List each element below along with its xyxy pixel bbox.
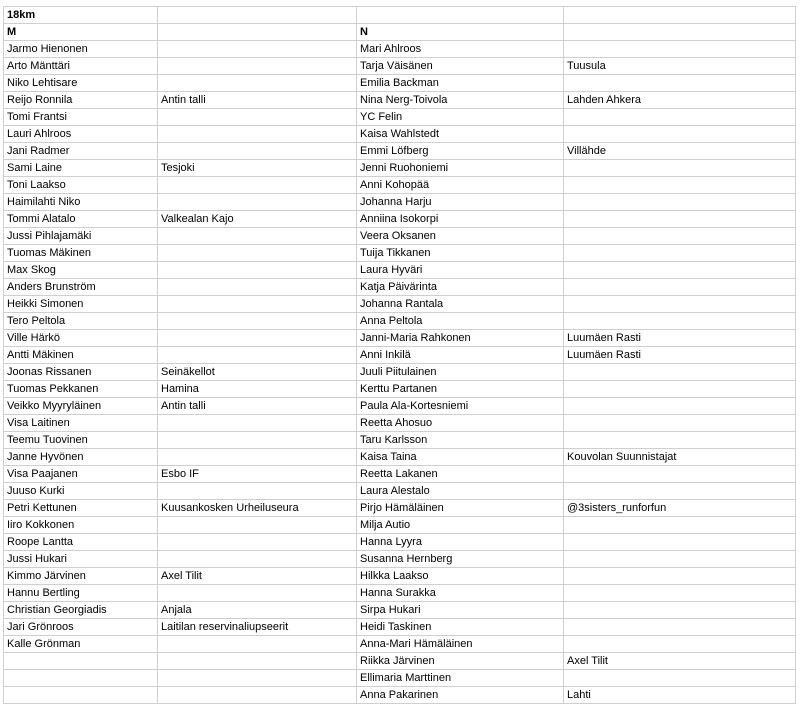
women-club-cell[interactable]: [564, 279, 796, 296]
men-name-cell[interactable]: Tuomas Pekkanen: [4, 381, 158, 398]
men-name-cell[interactable]: Heikki Simonen: [4, 296, 158, 313]
men-club-cell[interactable]: [158, 330, 357, 347]
women-club-cell[interactable]: [564, 211, 796, 228]
table-row: [4, 670, 796, 687]
table-row: [4, 347, 796, 364]
table-row: [4, 534, 796, 551]
men-name-cell[interactable]: [4, 670, 158, 687]
men-name-cell[interactable]: Tuomas Mäkinen: [4, 245, 158, 262]
women-name-cell[interactable]: Milja Autio: [357, 517, 564, 534]
women-name-cell[interactable]: Riikka Järvinen: [357, 653, 564, 670]
men-name-cell[interactable]: Visa Laitinen: [4, 415, 158, 432]
women-name-cell[interactable]: Nina Nerg-Toivola: [357, 92, 564, 109]
men-club-cell[interactable]: Laitilan reservinaliupseerit: [158, 619, 357, 636]
men-club-cell[interactable]: [158, 177, 357, 194]
women-club-cell[interactable]: Kouvolan Suunnistajat: [564, 449, 796, 466]
table-row: [4, 194, 796, 211]
women-name-cell[interactable]: Tuija Tikkanen: [357, 245, 564, 262]
women-club-cell[interactable]: [564, 585, 796, 602]
women-club-cell[interactable]: [564, 194, 796, 211]
table-row: [4, 228, 796, 245]
empty-cell[interactable]: [158, 7, 357, 24]
men-name-cell[interactable]: Jussi Hukari: [4, 551, 158, 568]
women-club-cell[interactable]: [564, 245, 796, 262]
women-name-cell[interactable]: Anna-Mari Hämäläinen: [357, 636, 564, 653]
men-name-cell[interactable]: Anders Brunström: [4, 279, 158, 296]
table-row: [4, 449, 796, 466]
women-club-cell[interactable]: [564, 534, 796, 551]
men-club-cell[interactable]: Axel Tilit: [158, 568, 357, 585]
men-name-cell[interactable]: Sami Laine: [4, 160, 158, 177]
men-club-cell[interactable]: [158, 58, 357, 75]
women-name-cell[interactable]: Paula Ala-Kortesniemi: [357, 398, 564, 415]
men-club-cell[interactable]: [158, 279, 357, 296]
table-row: [4, 687, 796, 704]
men-club-cell[interactable]: [158, 313, 357, 330]
table-row: [4, 568, 796, 585]
women-club-cell[interactable]: [564, 432, 796, 449]
women-club-cell[interactable]: [564, 126, 796, 143]
women-name-cell[interactable]: Kerttu Partanen: [357, 381, 564, 398]
women-name-cell[interactable]: Heidi Taskinen: [357, 619, 564, 636]
women-club-cell[interactable]: [564, 109, 796, 126]
men-header-cell[interactable]: M: [4, 24, 158, 41]
women-club-cell[interactable]: [564, 517, 796, 534]
men-name-cell[interactable]: Joonas Rissanen: [4, 364, 158, 381]
women-club-cell[interactable]: Tuusula: [564, 58, 796, 75]
men-name-cell[interactable]: Juuso Kurki: [4, 483, 158, 500]
table-row: [4, 398, 796, 415]
women-name-cell[interactable]: Jenni Ruohoniemi: [357, 160, 564, 177]
men-name-cell[interactable]: Kimmo Järvinen: [4, 568, 158, 585]
women-name-cell[interactable]: Veera Oksanen: [357, 228, 564, 245]
women-club-cell[interactable]: Axel Tilit: [564, 653, 796, 670]
men-club-cell[interactable]: [158, 687, 357, 704]
men-club-cell[interactable]: [158, 75, 357, 92]
women-name-cell[interactable]: Mari Ahlroos: [357, 41, 564, 58]
women-club-cell[interactable]: [564, 619, 796, 636]
men-club-cell[interactable]: [158, 194, 357, 211]
table-row: [4, 143, 796, 160]
men-club-cell[interactable]: [158, 534, 357, 551]
women-club-cell[interactable]: [564, 41, 796, 58]
table-row: [4, 500, 796, 517]
table-row: [4, 415, 796, 432]
women-name-cell[interactable]: Anniina Isokorpi: [357, 211, 564, 228]
men-name-cell[interactable]: Iiro Kokkonen: [4, 517, 158, 534]
men-name-cell[interactable]: Teemu Tuovinen: [4, 432, 158, 449]
men-club-cell[interactable]: Kuusankosken Urheiluseura: [158, 500, 357, 517]
women-name-cell[interactable]: Laura Alestalo: [357, 483, 564, 500]
men-club-cell[interactable]: [158, 245, 357, 262]
women-club-cell[interactable]: [564, 296, 796, 313]
women-name-cell[interactable]: YC Felin: [357, 109, 564, 126]
men-club-cell[interactable]: Tesjoki: [158, 160, 357, 177]
men-name-cell[interactable]: Tommi Alatalo: [4, 211, 158, 228]
women-name-cell[interactable]: Katja Päivärinta: [357, 279, 564, 296]
men-name-cell[interactable]: Veikko Myyryläinen: [4, 398, 158, 415]
women-name-cell[interactable]: Kaisa Wahlstedt: [357, 126, 564, 143]
men-club-cell[interactable]: [158, 228, 357, 245]
women-header-cell[interactable]: N: [357, 24, 564, 41]
men-club-cell[interactable]: [158, 636, 357, 653]
men-club-cell[interactable]: [158, 126, 357, 143]
women-club-cell[interactable]: [564, 262, 796, 279]
men-name-cell[interactable]: [4, 653, 158, 670]
women-club-cell[interactable]: [564, 313, 796, 330]
women-club-cell[interactable]: [564, 568, 796, 585]
table-row: [4, 245, 796, 262]
table-row: [4, 483, 796, 500]
women-club-cell[interactable]: [564, 602, 796, 619]
men-name-cell[interactable]: Antti Mäkinen: [4, 347, 158, 364]
table-row: [4, 92, 796, 109]
men-name-cell[interactable]: Hannu Bertling: [4, 585, 158, 602]
men-club-cell[interactable]: [158, 143, 357, 160]
men-name-cell[interactable]: Tomi Frantsi: [4, 109, 158, 126]
men-name-cell[interactable]: Max Skog: [4, 262, 158, 279]
men-name-cell[interactable]: Christian Georgiadis: [4, 602, 158, 619]
women-club-cell[interactable]: [564, 551, 796, 568]
table-row: [4, 262, 796, 279]
table-row: [4, 619, 796, 636]
empty-cell[interactable]: [564, 24, 796, 41]
women-name-cell[interactable]: Laura Hyväri: [357, 262, 564, 279]
table-row: [4, 517, 796, 534]
men-name-cell[interactable]: Visa Paajanen: [4, 466, 158, 483]
men-club-cell[interactable]: Antin talli: [158, 398, 357, 415]
women-club-cell[interactable]: Villähde: [564, 143, 796, 160]
table-row: [4, 75, 796, 92]
women-name-cell[interactable]: Hanna Surakka: [357, 585, 564, 602]
women-club-cell[interactable]: [564, 75, 796, 92]
men-name-cell[interactable]: Jussi Pihlajamäki: [4, 228, 158, 245]
women-club-cell[interactable]: [564, 228, 796, 245]
women-club-cell[interactable]: [564, 466, 796, 483]
women-name-cell[interactable]: Anna Pakarinen: [357, 687, 564, 704]
empty-cell[interactable]: [357, 7, 564, 24]
title-row: [4, 7, 796, 24]
women-club-cell[interactable]: [564, 160, 796, 177]
spreadsheet-table: [3, 6, 796, 704]
women-name-cell[interactable]: Anna Peltola: [357, 313, 564, 330]
sheet-title-cell[interactable]: 18km: [4, 7, 158, 24]
men-club-cell[interactable]: [158, 41, 357, 58]
women-name-cell[interactable]: Anni Kohopää: [357, 177, 564, 194]
men-club-cell[interactable]: [158, 653, 357, 670]
table-row: [4, 279, 796, 296]
women-name-cell[interactable]: Susanna Hernberg: [357, 551, 564, 568]
women-name-cell[interactable]: Hanna Lyyra: [357, 534, 564, 551]
header-row: [4, 24, 796, 41]
women-name-cell[interactable]: Janni-Maria Rahkonen: [357, 330, 564, 347]
table-row: [4, 466, 796, 483]
women-club-cell[interactable]: [564, 177, 796, 194]
women-name-cell[interactable]: Johanna Rantala: [357, 296, 564, 313]
women-name-cell[interactable]: Hilkka Laakso: [357, 568, 564, 585]
women-name-cell[interactable]: Taru Karlsson: [357, 432, 564, 449]
men-club-cell[interactable]: [158, 483, 357, 500]
table-row: [4, 109, 796, 126]
men-club-cell[interactable]: [158, 432, 357, 449]
table-row: [4, 126, 796, 143]
men-name-cell[interactable]: Lauri Ahlroos: [4, 126, 158, 143]
men-name-cell[interactable]: Reijo Ronnila: [4, 92, 158, 109]
women-name-cell[interactable]: Emilia Backman: [357, 75, 564, 92]
table-row: [4, 381, 796, 398]
table-row: [4, 330, 796, 347]
women-club-cell[interactable]: [564, 636, 796, 653]
men-name-cell[interactable]: Jari Grönroos: [4, 619, 158, 636]
men-club-cell[interactable]: Esbo IF: [158, 466, 357, 483]
women-club-cell[interactable]: Luumäen Rasti: [564, 330, 796, 347]
women-name-cell[interactable]: Reetta Ahosuo: [357, 415, 564, 432]
men-club-cell[interactable]: [158, 262, 357, 279]
men-name-cell[interactable]: Jarmo Hienonen: [4, 41, 158, 58]
women-club-cell[interactable]: [564, 483, 796, 500]
women-name-cell[interactable]: Johanna Harju: [357, 194, 564, 211]
table-row: [4, 160, 796, 177]
table-row: [4, 177, 796, 194]
women-name-cell[interactable]: Ellimaria Marttinen: [357, 670, 564, 687]
table-row: [4, 364, 796, 381]
women-name-cell[interactable]: Anni Inkilä: [357, 347, 564, 364]
table-row: [4, 41, 796, 58]
men-name-cell[interactable]: Janne Hyvönen: [4, 449, 158, 466]
women-club-cell[interactable]: Lahti: [564, 687, 796, 704]
table-row: [4, 636, 796, 653]
men-name-cell[interactable]: Haimilahti Niko: [4, 194, 158, 211]
men-name-cell[interactable]: Tero Peltola: [4, 313, 158, 330]
men-club-cell[interactable]: [158, 670, 357, 687]
table-row: [4, 432, 796, 449]
table-row: [4, 313, 796, 330]
men-club-cell[interactable]: [158, 517, 357, 534]
men-name-cell[interactable]: Petri Kettunen: [4, 500, 158, 517]
women-name-cell[interactable]: Reetta Lakanen: [357, 466, 564, 483]
women-club-cell[interactable]: [564, 415, 796, 432]
women-name-cell[interactable]: Juuli Piitulainen: [357, 364, 564, 381]
men-club-cell[interactable]: [158, 109, 357, 126]
women-club-cell[interactable]: Luumäen Rasti: [564, 347, 796, 364]
men-club-cell[interactable]: Antin talli: [158, 92, 357, 109]
women-name-cell[interactable]: Pirjo Hämäläinen: [357, 500, 564, 517]
women-name-cell[interactable]: Kaisa Taina: [357, 449, 564, 466]
men-club-cell[interactable]: Anjala: [158, 602, 357, 619]
women-club-cell[interactable]: @3sisters_runforfun: [564, 500, 796, 517]
men-name-cell[interactable]: Toni Laakso: [4, 177, 158, 194]
women-name-cell[interactable]: Sirpa Hukari: [357, 602, 564, 619]
table-row: [4, 296, 796, 313]
men-name-cell[interactable]: Niko Lehtisare: [4, 75, 158, 92]
men-club-cell[interactable]: [158, 296, 357, 313]
empty-cell[interactable]: [564, 7, 796, 24]
men-club-cell[interactable]: [158, 449, 357, 466]
women-name-cell[interactable]: Tarja Väisänen: [357, 58, 564, 75]
spreadsheet-body: [4, 7, 796, 704]
men-club-cell[interactable]: [158, 585, 357, 602]
table-row: [4, 585, 796, 602]
men-club-cell[interactable]: [158, 347, 357, 364]
men-name-cell[interactable]: [4, 687, 158, 704]
women-club-cell[interactable]: [564, 381, 796, 398]
women-club-cell[interactable]: [564, 364, 796, 381]
women-club-cell[interactable]: [564, 670, 796, 687]
women-name-cell[interactable]: Emmi Löfberg: [357, 143, 564, 160]
men-name-cell[interactable]: Kalle Grönman: [4, 636, 158, 653]
men-club-cell[interactable]: Valkealan Kajo: [158, 211, 357, 228]
table-row: [4, 211, 796, 228]
table-row: [4, 653, 796, 670]
men-name-cell[interactable]: Arto Mänttäri: [4, 58, 158, 75]
men-name-cell[interactable]: Ville Härkö: [4, 330, 158, 347]
women-club-cell[interactable]: Lahden Ahkera: [564, 92, 796, 109]
table-row: [4, 602, 796, 619]
men-club-cell[interactable]: [158, 551, 357, 568]
men-name-cell[interactable]: Jani Radmer: [4, 143, 158, 160]
table-row: [4, 551, 796, 568]
men-name-cell[interactable]: Roope Lantta: [4, 534, 158, 551]
men-club-cell[interactable]: [158, 415, 357, 432]
empty-cell[interactable]: [158, 24, 357, 41]
table-row: [4, 58, 796, 75]
men-club-cell[interactable]: Hamina: [158, 381, 357, 398]
men-club-cell[interactable]: Seinäkellot: [158, 364, 357, 381]
women-club-cell[interactable]: [564, 398, 796, 415]
